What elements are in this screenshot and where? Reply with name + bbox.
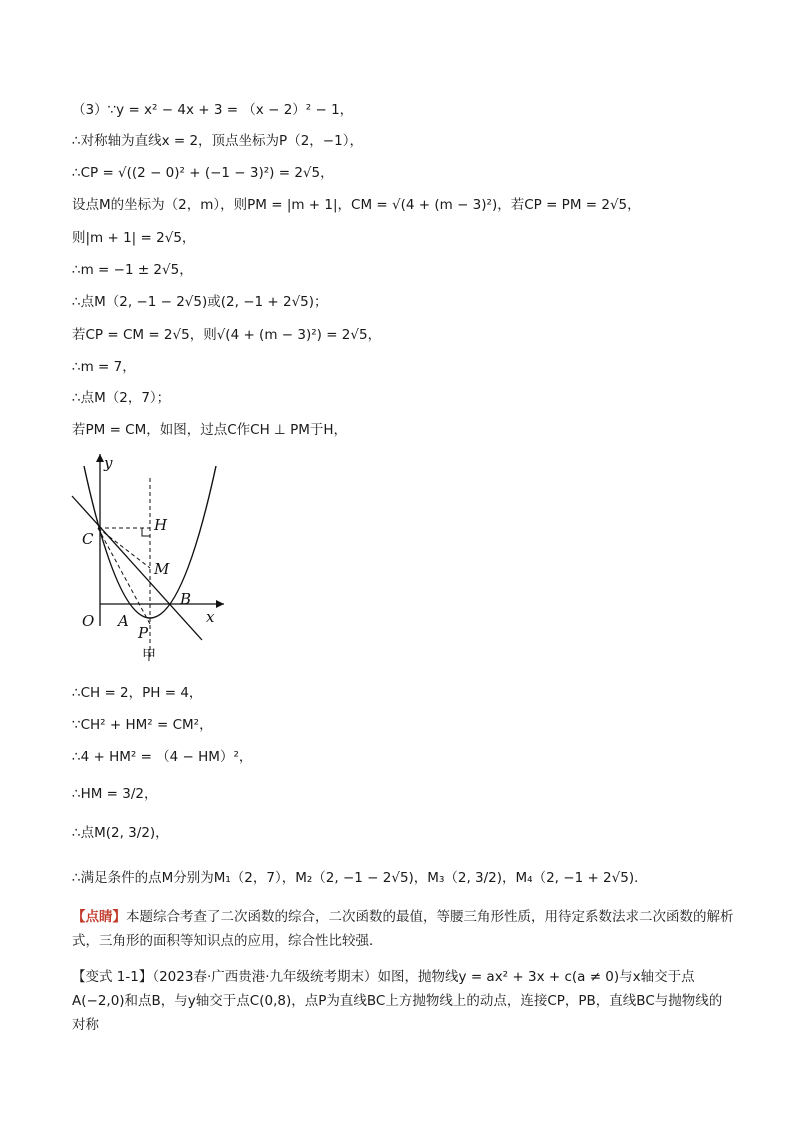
- solution-line-7: ∴点M（2, −1 − 2√5)或(2, −1 + 2√5)；: [72, 294, 328, 310]
- solution-line-13: ∵CH² + HM² = CM²，: [72, 717, 213, 733]
- label-p: P: [138, 624, 149, 642]
- variant-paragraph: [72, 965, 734, 1037]
- comment-tag: 【点睛】: [72, 909, 126, 925]
- solution-line-16: ∴点M(2, 3/2)，: [72, 825, 169, 841]
- solution-line-9: ∴m = 7，: [72, 359, 136, 375]
- label-y: y: [104, 454, 113, 472]
- label-m: M: [154, 560, 170, 578]
- label-x: x: [206, 608, 215, 626]
- solution-line-2: ∴对称轴为直线x = 2，顶点坐标为P（2，−1），: [72, 133, 363, 149]
- variant-tag: 【变式 1-1】: [72, 969, 153, 985]
- right-angle-mark: [142, 528, 150, 536]
- x-axis-arrow: [216, 600, 224, 608]
- solution-line-11: 若PM = CM，如图，过点C作CH ⊥ PM于H，: [72, 422, 348, 438]
- parabola-figure: [64, 448, 244, 668]
- variant-text: （2023春·广西贵港·九年级统考期末）如图，抛物线y = ax² + 3x + c(a ≠ 0)与x轴交于点A(−2,0)和点B，与y轴交于点C(0,8)，点P为直线BC上方抛物线上的动点，连接CP，PB，直线BC与抛物线的对称: [72, 969, 723, 1033]
- comment-paragraph: [72, 905, 734, 953]
- solution-line-4: 设点M的坐标为（2，m），则PM = |m + 1|，CM = √(4 + (m − 3)²)，若CP = PM = 2√5，: [72, 197, 641, 213]
- label-o: O: [82, 612, 95, 630]
- solution-line-1: （3）∵y = x² − 4x + 3 = （x − 2）² − 1，: [72, 102, 354, 118]
- solution-line-10: ∴点M（2，7）；: [72, 390, 171, 406]
- label-a: A: [118, 612, 129, 630]
- solution-line-12: ∴CH = 2，PH = 4，: [72, 685, 203, 701]
- y-axis-arrow: [96, 454, 104, 462]
- solution-line-15: ∴HM = 3/2，: [72, 786, 158, 802]
- segment-cp: [98, 528, 150, 624]
- solution-line-14: ∴4 + HM² = （4 − HM）²，: [72, 749, 253, 765]
- figure-caption: 甲: [142, 648, 156, 664]
- solution-line-3: ∴CP = √((2 − 0)² + (−1 − 3)²) = 2√5，: [72, 165, 334, 181]
- solution-line-17: ∴满足条件的点M分别为M₁（2，7），M₂（2, −1 − 2√5)，M₃（2, 3/2)，M₄（2, −1 + 2√5)．: [72, 870, 648, 886]
- solution-line-8: 若CP = CM = 2√5，则√(4 + (m − 3)²) = 2√5，: [72, 327, 382, 343]
- comment-text: 本题综合考查了二次函数的综合，二次函数的最值，等腰三角形性质，用待定系数法求二次函数的解析式，三角形的面积等知识点的应用，综合性比较强．: [72, 909, 734, 949]
- solution-line-5: 则|m + 1| = 2√5，: [72, 230, 196, 246]
- label-h: H: [154, 516, 168, 534]
- solution-line-6: ∴m = −1 ± 2√5，: [72, 262, 193, 278]
- label-b: B: [180, 590, 192, 608]
- label-c: C: [82, 530, 94, 548]
